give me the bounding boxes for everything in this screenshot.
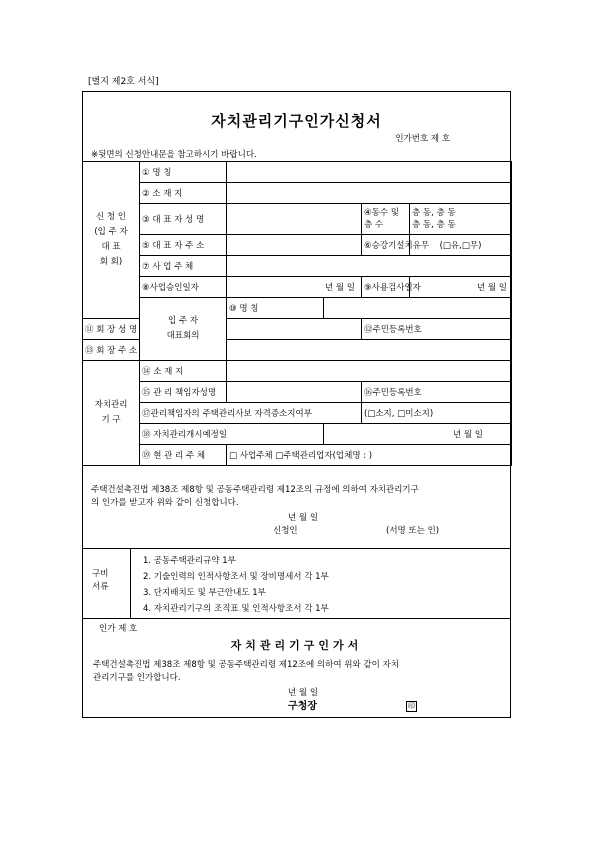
- doc-item: 3. 단지배치도 및 부근안내도 1부: [143, 588, 266, 598]
- inspection-value[interactable]: 년 월 일: [410, 277, 512, 298]
- business-field[interactable]: [227, 256, 512, 277]
- form-label: [별지 제2호 서식]: [88, 77, 159, 87]
- seal-mark: [406, 700, 417, 713]
- application-statement: 주택건설촉진법 제38조 제8항 및 공동주택관리령 제12조의 규정에 의하여 자치관리기구 의 인가를 받고자 위와 같이 신청합니다.: [91, 485, 419, 508]
- section-applicant: 신 청 인 (입 주 자 대 표 회 회): [83, 162, 140, 319]
- manager-id-label: ⑯주민등록번호: [362, 382, 512, 403]
- units-label: ④동수 및 층 수: [362, 204, 410, 235]
- chair-addr-label: ⑬ 회 장 주 소: [83, 340, 140, 361]
- rep-addr-label: ⑤ 대 표 자 주 소: [140, 235, 227, 256]
- chair-addr-field[interactable]: [227, 340, 512, 361]
- section-organization: 자치관리 기 구: [83, 361, 140, 466]
- current-manager-label: ⑲ 현 관 리 주 체: [140, 445, 227, 466]
- doc-item: 4. 자치관리기구의 조직표 및 인적사항조서 각 1부: [143, 604, 329, 614]
- divider: [130, 548, 131, 618]
- docs-label: 구비 서류: [92, 569, 109, 592]
- chair-name-field[interactable]: [227, 319, 362, 340]
- applicant-table: [82, 161, 512, 466]
- rep-name-label: ③ 대 표 자 성 명: [140, 204, 227, 235]
- chair-name-label: ⑪ 회 장 성 명: [83, 319, 140, 340]
- start-date-value[interactable]: 년 월 일: [324, 424, 512, 445]
- applicant-signature[interactable]: (서명 또는 인): [386, 526, 440, 536]
- certificate-title: 자치관리기구인가서: [230, 639, 363, 652]
- council-name-label: ⑩ 명 칭: [227, 298, 324, 319]
- doc-item: 1. 공동주택관리규약 1부: [143, 556, 236, 566]
- applicant-name-field[interactable]: [227, 162, 512, 183]
- docs-list: [143, 553, 329, 617]
- form-title: 자치관리기구인가신청서: [211, 112, 382, 130]
- current-manager-value[interactable]: □ 사업주체 □주택관리업자(업체명 : ): [227, 445, 512, 466]
- certificate-date: 년 월 일: [288, 688, 319, 698]
- certificate-signer: 구청장: [288, 701, 317, 712]
- units-value[interactable]: 층 동, 층 동 층 동, 층 동: [410, 204, 512, 235]
- certificate-statement: 주택건설촉진법 제38조 제8항 및 공동주택관리령 제12조에 의하여 위와 같이 자치 관리기구를 인가합니다.: [93, 660, 399, 683]
- qualification-label: ⑰관리책임자의 주택관리사보 자격증소지여부: [140, 403, 362, 424]
- rep-addr-field[interactable]: [227, 235, 362, 256]
- manager-label: ⑮ 관 리 책임자성명: [140, 382, 227, 403]
- elevator-label: ⑥승강기설치유무: [362, 235, 410, 256]
- manager-field[interactable]: [227, 382, 362, 403]
- chair-id-label: ⑫주민등록번호: [362, 319, 512, 340]
- applicant-location-label: ② 소 재 지: [140, 183, 227, 204]
- divider: [83, 548, 510, 549]
- approval-date-value[interactable]: 년 월 일: [227, 277, 362, 298]
- qualification-value[interactable]: (□소지, □미소지): [362, 403, 512, 424]
- application-form: [82, 91, 511, 718]
- elevator-value[interactable]: (□유,□무): [410, 235, 512, 256]
- permit-number: 인가번호 제 호: [395, 134, 450, 144]
- divider: [83, 618, 510, 619]
- council-name-field[interactable]: [324, 298, 512, 319]
- org-location-field[interactable]: [227, 361, 512, 382]
- applicant-location-field[interactable]: [227, 183, 512, 204]
- certificate-number: 인가 제 호: [99, 624, 138, 634]
- doc-item: 2. 기술인력의 인적사항조서 및 장비명세서 각 1부: [143, 572, 329, 582]
- applicant-signer: 신청인: [273, 526, 298, 536]
- notice-text: ※뒷면의 신청안내문을 참고하시기 바랍니다.: [91, 150, 257, 160]
- inspection-label: ⑨사용검사일자: [362, 277, 410, 298]
- section-council: 입 주 자 대표회의: [140, 298, 227, 361]
- rep-name-field[interactable]: [227, 204, 362, 235]
- application-date[interactable]: 년 월 일: [288, 513, 319, 523]
- approval-date-label: ⑧사업승인일자: [140, 277, 227, 298]
- start-date-label: ⑱ 자치관리개시예정일: [140, 424, 324, 445]
- applicant-name-label: ① 명 칭: [140, 162, 227, 183]
- seal-icon: 印: [408, 702, 415, 710]
- business-label: ⑦ 사 업 주 체: [140, 256, 227, 277]
- org-location-label: ⑭ 소 재 지: [140, 361, 227, 382]
